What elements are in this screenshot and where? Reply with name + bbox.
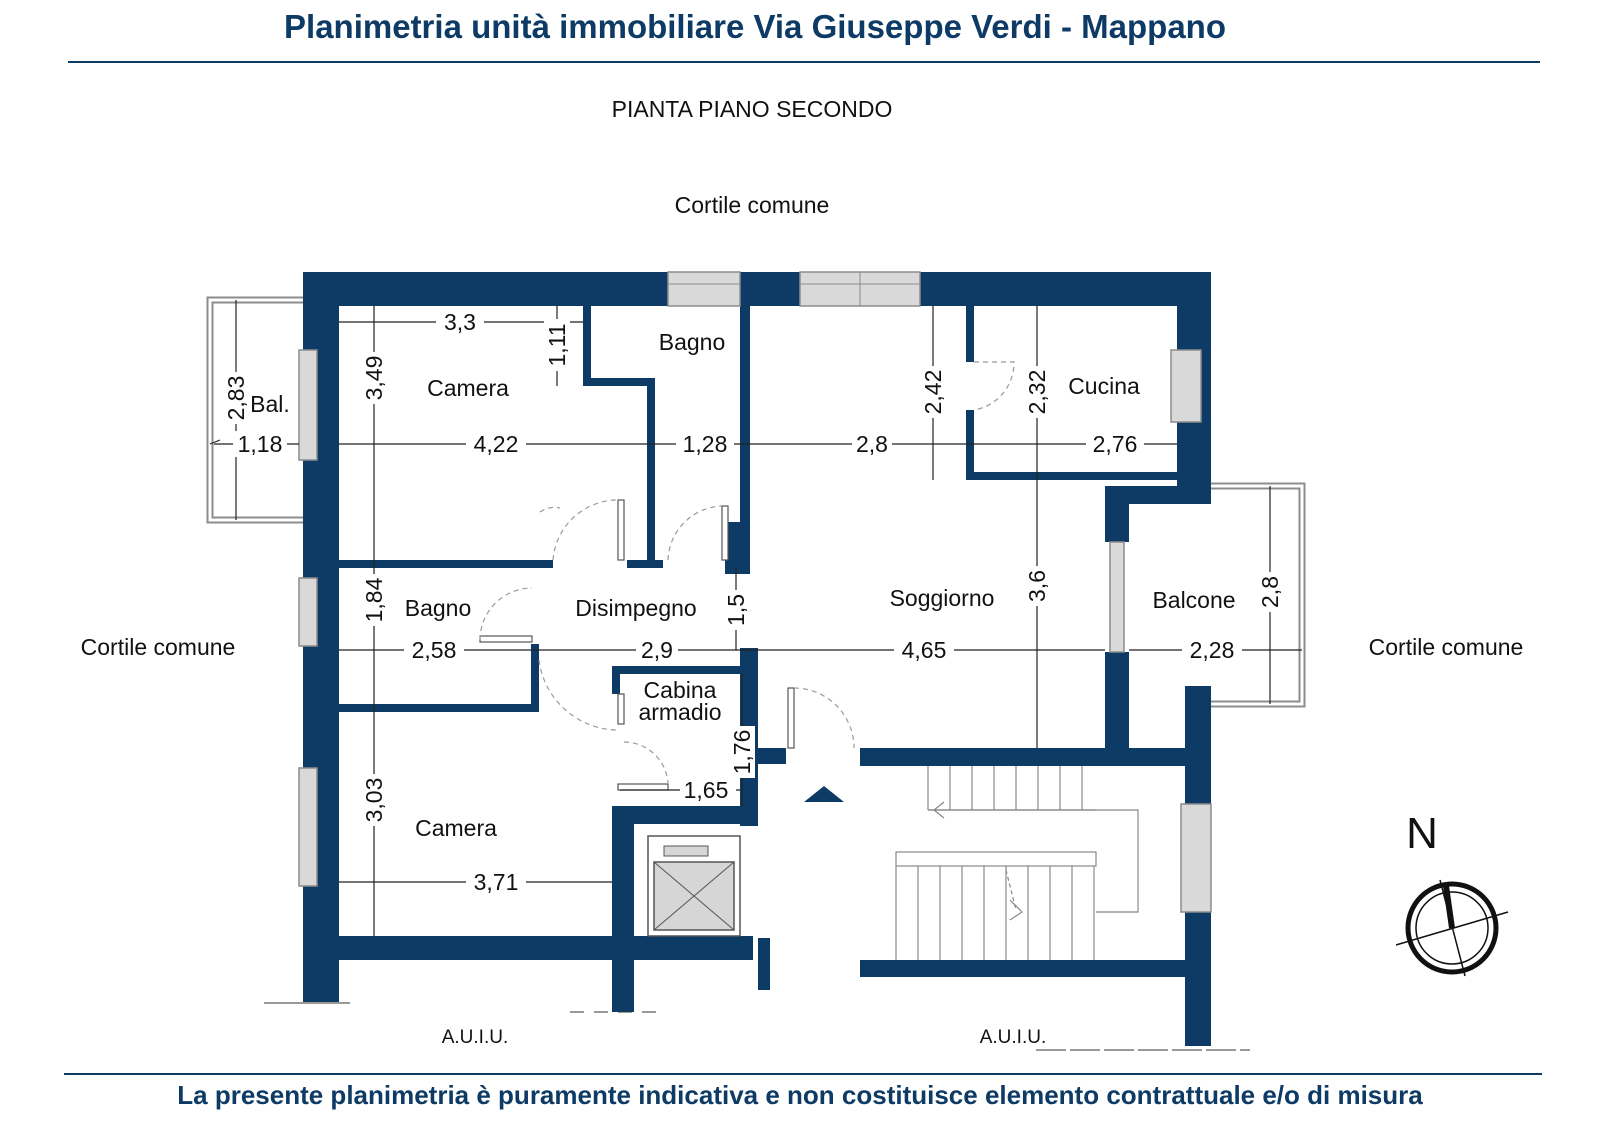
dim-1-28: 1,28: [682, 431, 728, 457]
room-label-balcone: Balcone: [1152, 587, 1236, 613]
dim-2-32: 2,32: [1024, 369, 1050, 415]
room-label-bagno-mid: Bagno: [404, 595, 472, 621]
dim-3-6: 3,6: [1024, 570, 1050, 602]
ground-lines: [264, 1003, 1250, 1050]
dim-4-22: 4,22: [473, 431, 519, 457]
dim-1-11: 1,11: [544, 323, 570, 367]
disclaimer-note: La presente planimetria è puramente indicativa e non costituisce elemento contrattuale e/o di misura: [177, 1080, 1423, 1110]
room-label-bal: Bal.: [250, 391, 290, 417]
staircase: [896, 766, 1138, 960]
courtyard-label-left: Cortile comune: [80, 634, 236, 660]
dim-2-83: 2,83: [223, 375, 249, 421]
dim-3-3: 3,3: [444, 309, 476, 335]
compass-icon: [1396, 880, 1508, 976]
dim-1-76: 1,76: [729, 729, 755, 775]
room-label-bagno-top: Bagno: [658, 329, 726, 355]
room-label-cucina: Cucina: [1068, 373, 1140, 399]
dim-3-71: 3,71: [473, 869, 519, 895]
dim-2-76: 2,76: [1092, 431, 1138, 457]
north-label: N: [1406, 809, 1438, 858]
room-label-cabina: Cabina: [643, 677, 717, 703]
courtyard-label-top: Cortile comune: [674, 192, 830, 218]
dim-2-8-v: 2,8: [1257, 576, 1283, 608]
room-label-camera-bottom: Camera: [415, 815, 497, 841]
aui-label-left: A.U.I.U.: [441, 1027, 509, 1048]
room-label-camera-top: Camera: [427, 375, 509, 401]
dim-1-65: 1,65: [683, 777, 729, 803]
dim-2-9: 2,9: [641, 637, 673, 663]
aui-label-right: A.U.I.U.: [979, 1027, 1047, 1048]
dim-2-58: 2,58: [411, 637, 457, 663]
dim-4-65: 4,65: [901, 637, 947, 663]
entrance-arrow-icon: [804, 786, 844, 802]
dim-1-18: 1,18: [237, 431, 283, 457]
room-label-soggiorno: Soggiorno: [889, 585, 995, 611]
lift-shaft: [648, 836, 740, 936]
footer-divider: [64, 1073, 1542, 1075]
dim-2-28: 2,28: [1189, 637, 1235, 663]
dim-1-5: 1,5: [723, 594, 749, 626]
courtyard-label-right: Cortile comune: [1368, 634, 1524, 660]
dim-3-49: 3,49: [361, 355, 387, 401]
dim-1-84: 1,84: [361, 577, 387, 623]
dim-3-03: 3,03: [361, 777, 387, 823]
room-label-armadio: armadio: [638, 699, 722, 725]
page-title: Planimetria unità immobiliare Via Giuseppe Verdi - Mappano: [284, 8, 1226, 45]
room-label-disimpegno: Disimpegno: [575, 595, 697, 621]
plan-title: PIANTA PIANO SECONDO: [611, 96, 893, 122]
dim-2-42: 2,42: [920, 369, 946, 415]
dim-2-8-h: 2,8: [856, 431, 888, 457]
